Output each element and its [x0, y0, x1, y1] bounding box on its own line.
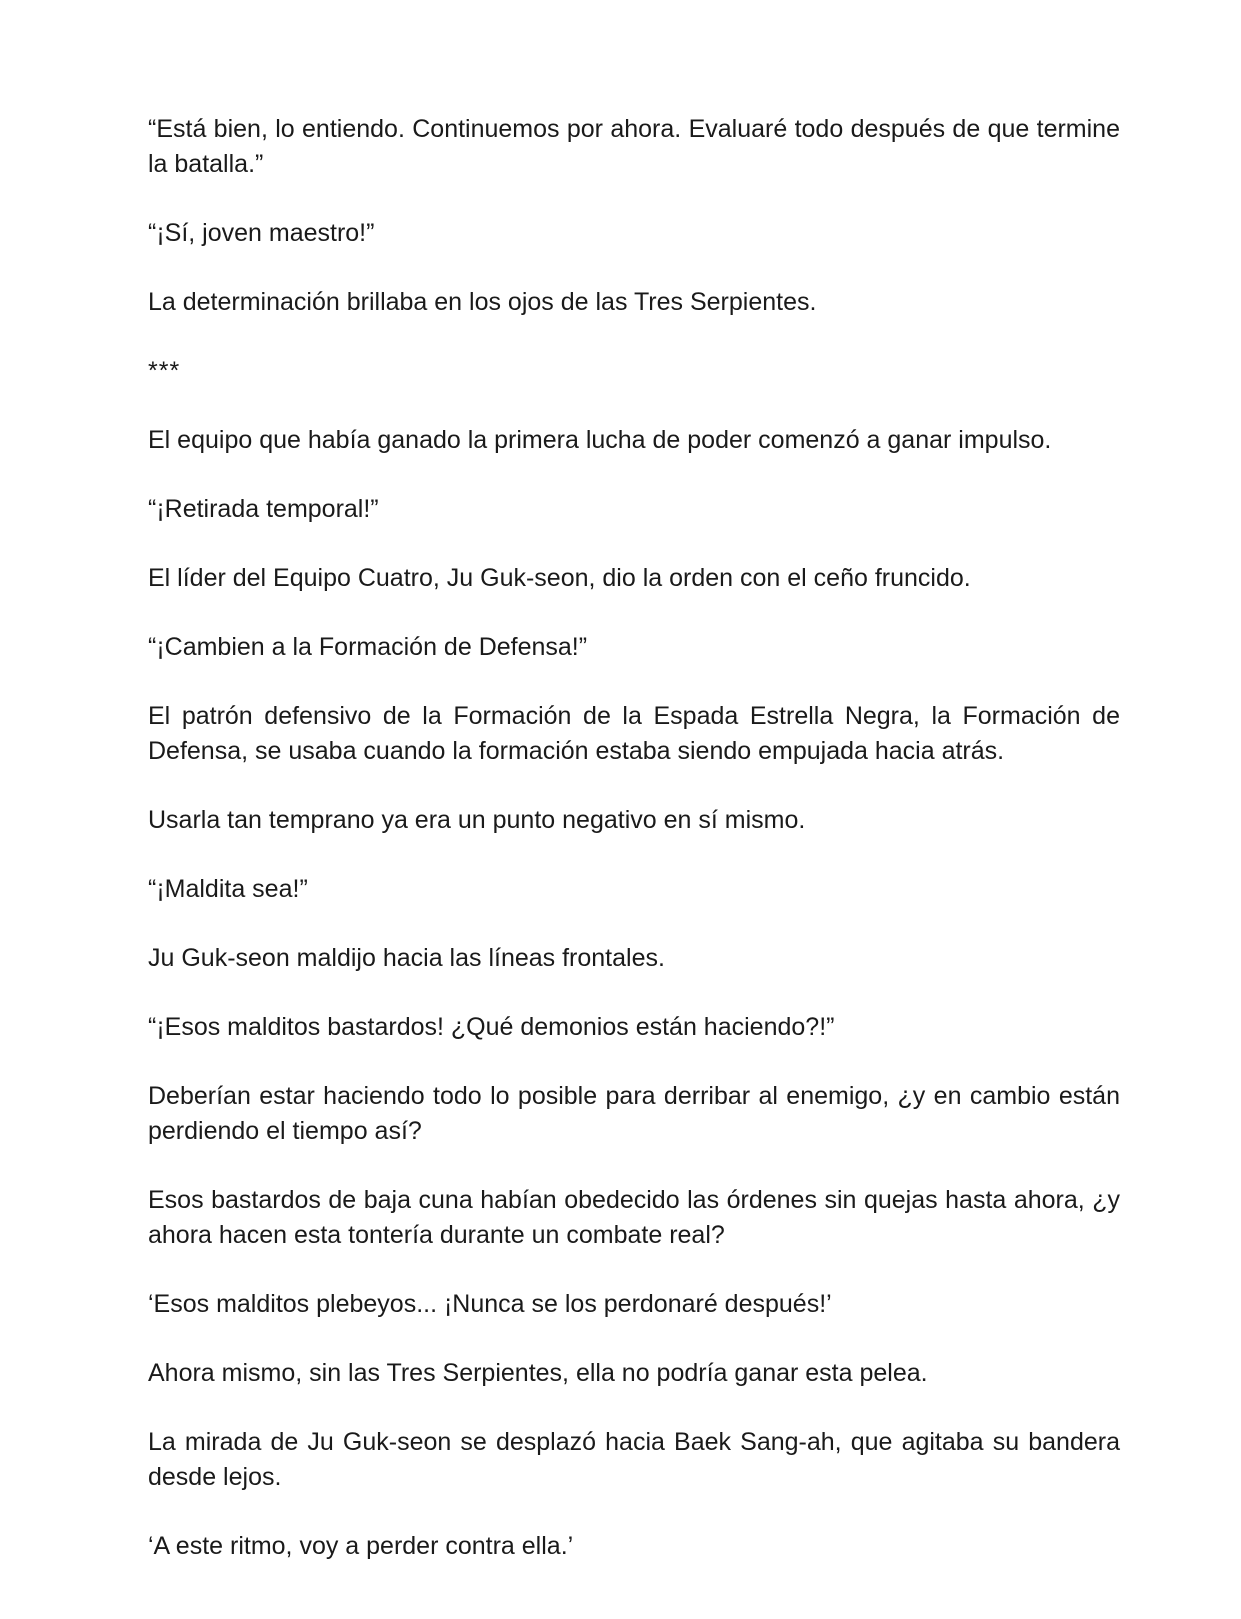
paragraph-11: “¡Maldita sea!”: [148, 875, 308, 903]
paragraph-1: “Está bien, lo entiendo. Continuemos por ahora. Evaluaré todo después de que termine la batalla.”: [148, 115, 1120, 178]
paragraph-17: Ahora mismo, sin las Tres Serpientes, ella no podría ganar esta pelea.: [148, 1359, 928, 1387]
paragraph-8: “¡Cambien a la Formación de Defensa!”: [148, 633, 588, 661]
paragraph-14: Deberían estar haciendo todo lo posible para derribar al enemigo, ¿y en cambio están perdiendo el tiempo así?: [148, 1082, 1120, 1145]
paragraph-5: El equipo que había ganado la primera lucha de poder comenzó a ganar impulso.: [148, 426, 1052, 454]
paragraph-3: La determinación brillaba en los ojos de las Tres Serpientes.: [148, 288, 817, 316]
paragraph-6: “¡Retirada temporal!”: [148, 495, 379, 523]
paragraph-18: La mirada de Ju Guk-seon se desplazó hacia Baek Sang-ah, que agitaba su bandera desde lejos.: [148, 1428, 1120, 1491]
document-page: [148, 112, 1120, 1598]
paragraph-15: Esos bastardos de baja cuna habían obedecido las órdenes sin quejas hasta ahora, ¿y ahora hacen esta tontería durante un combate real?: [148, 1186, 1120, 1249]
paragraph-16: ‘Esos malditos plebeyos... ¡Nunca se los perdonaré después!’: [148, 1290, 832, 1318]
paragraph-2: “¡Sí, joven maestro!”: [148, 219, 375, 247]
paragraph-9: El patrón defensivo de la Formación de la Espada Estrella Negra, la Formación de Defensa, se usaba cuando la formación estaba siendo empujada hacia atrás.: [148, 702, 1120, 765]
paragraph-7: El líder del Equipo Cuatro, Ju Guk-seon, dio la orden con el ceño fruncido.: [148, 564, 971, 592]
paragraph-12: Ju Guk-seon maldijo hacia las líneas frontales.: [148, 944, 665, 972]
scene-separator: ***: [148, 357, 181, 385]
paragraph-10: Usarla tan temprano ya era un punto negativo en sí mismo.: [148, 806, 806, 834]
paragraph-13: “¡Esos malditos bastardos! ¿Qué demonios están haciendo?!”: [148, 1013, 835, 1041]
paragraph-19: ‘A este ritmo, voy a perder contra ella.’: [148, 1532, 574, 1560]
